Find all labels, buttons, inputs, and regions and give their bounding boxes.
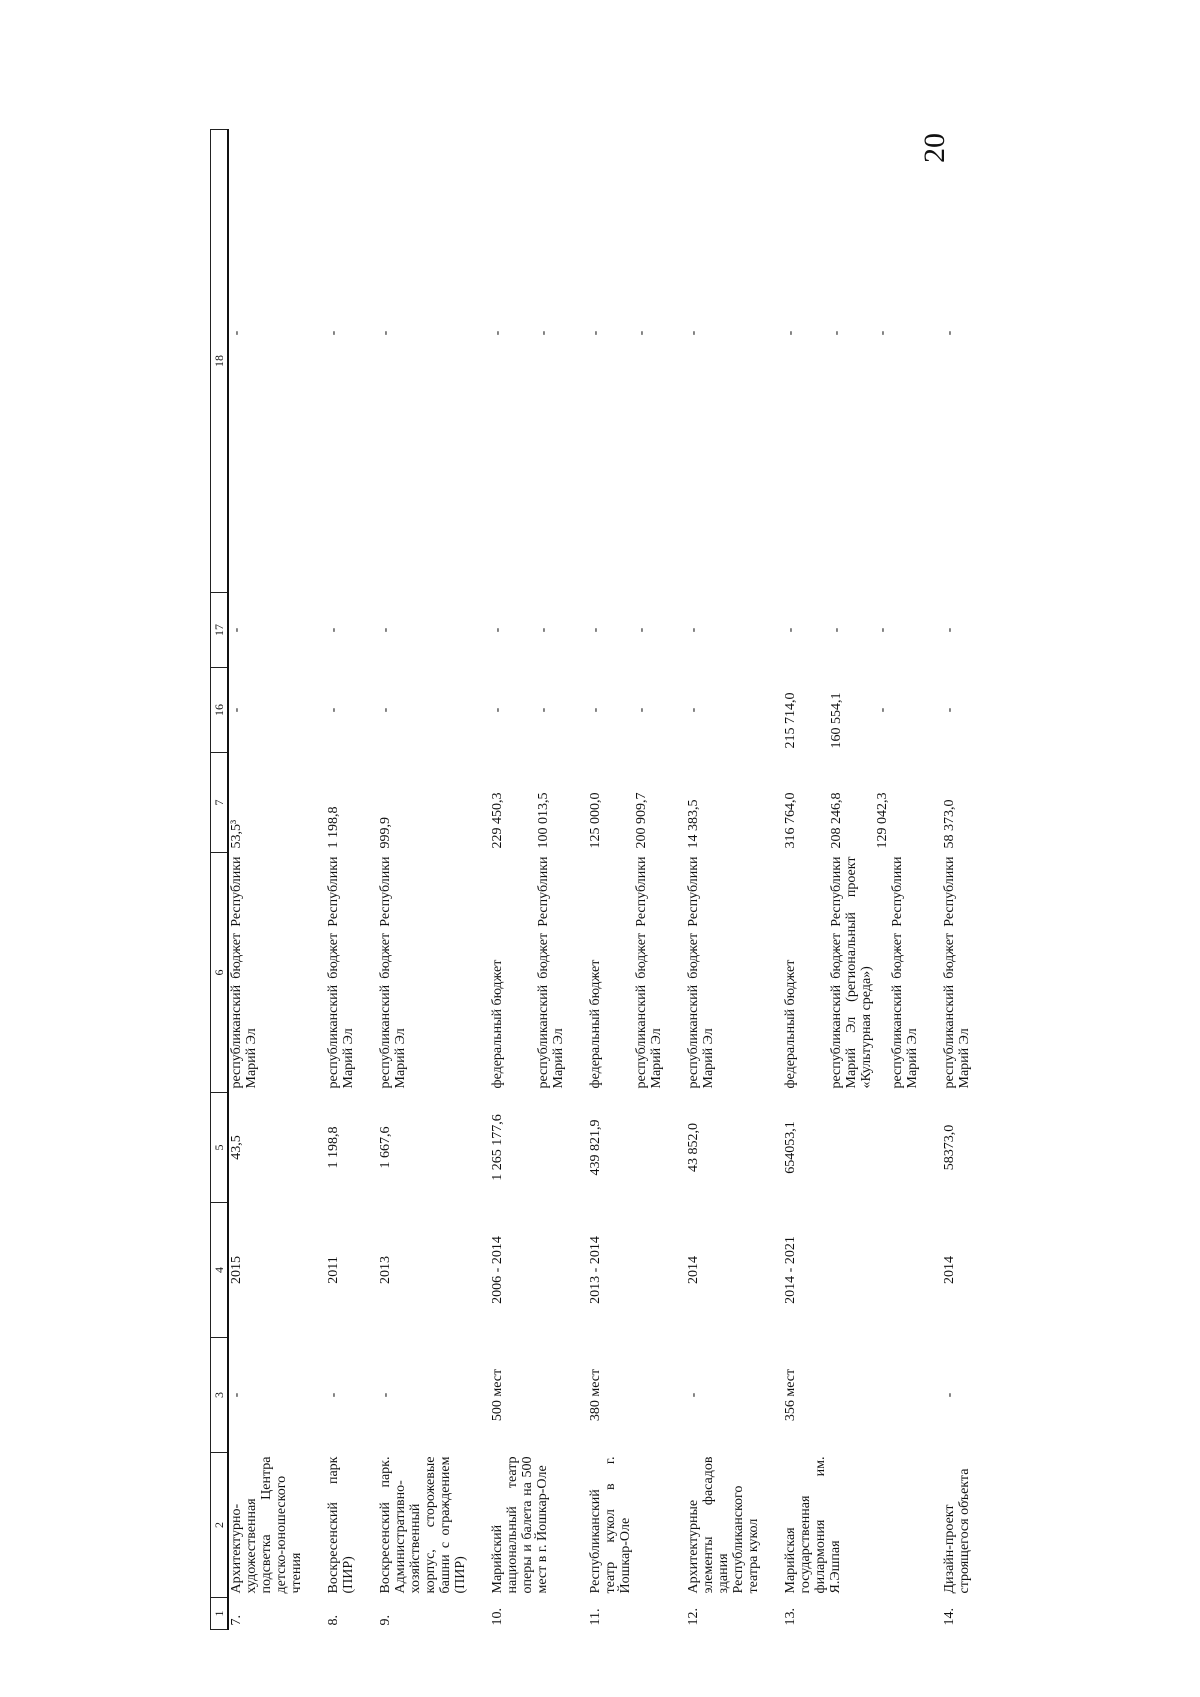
header-cell: 16 <box>211 668 229 753</box>
col18-cell <box>378 130 490 593</box>
col16-cell-entry: - <box>875 707 890 713</box>
funding-source-cell <box>228 853 326 1093</box>
capacity-cell: 380 мест <box>588 1368 603 1422</box>
col7-cell-entry: 1 198,8 <box>326 806 341 849</box>
col18-cell-entry: - <box>634 330 649 336</box>
col17-cell-entry: - <box>942 627 957 633</box>
col17-cell-entry: - <box>783 627 798 633</box>
funding-source-cell-entry: республиканский бюджет Республики Марий Эл <box>634 856 664 1089</box>
row-number: 8. <box>326 1615 341 1626</box>
col16-cell-entry: - <box>378 707 393 713</box>
col18-cell-entry: - <box>686 330 701 336</box>
header-cell: 5 <box>211 1093 229 1203</box>
col18-cell-entry: - <box>783 330 798 336</box>
col18-cell-entry: - <box>490 330 505 336</box>
funding-source-cell-entry: республиканский бюджет Республики Марий Эл <box>942 856 972 1089</box>
funding-source-cell-entry: республиканский бюджет Республики Марий Эл <box>536 856 566 1089</box>
cost-cell: 43 852,0 <box>686 1123 701 1172</box>
funding-source-cell <box>942 853 994 1093</box>
cost-cell: 654053,1 <box>783 1121 798 1174</box>
col17-cell <box>490 593 588 668</box>
object-name: Воскресенский парк (ПИР) <box>326 1456 356 1594</box>
col16-cell <box>490 668 588 753</box>
cost-cell: 1 667,6 <box>378 1126 393 1169</box>
years-cell: 2013 <box>378 1256 393 1284</box>
col16-cell-entry: - <box>536 707 551 713</box>
col16-cell-entry: - <box>588 707 603 713</box>
col17-cell-entry: - <box>536 627 551 633</box>
col7-cell <box>326 753 378 853</box>
col16-cell <box>228 668 326 753</box>
col17-cell-entry: - <box>378 627 393 633</box>
col7-cell-entry: 999,9 <box>378 817 393 849</box>
years-cell: 2014 <box>942 1256 957 1284</box>
header-cell: 18 <box>211 130 229 593</box>
table-row <box>942 130 994 1630</box>
col7-cell-entry: 229 450,3 <box>490 792 505 849</box>
funding-source-cell-entry: федеральный бюджет <box>588 959 603 1089</box>
col16-cell-entry: - <box>229 707 244 713</box>
table-row <box>686 130 783 1630</box>
col16-cell-entry: 160 554,1 <box>829 692 844 749</box>
header-cell: 4 <box>211 1203 229 1338</box>
years-cell: 2015 <box>229 1256 244 1284</box>
col18-cell-entry: - <box>829 330 844 336</box>
col17-cell-entry: - <box>686 627 701 633</box>
table-row <box>228 130 326 1630</box>
capacity-cell: 356 мест <box>783 1368 798 1422</box>
col18-cell <box>326 130 378 593</box>
col16-cell-entry: - <box>942 707 957 713</box>
header-cell: 17 <box>211 593 229 668</box>
col18-cell <box>783 130 942 593</box>
col18-cell-entry: - <box>875 330 890 336</box>
col17-cell <box>326 593 378 668</box>
col18-cell-entry: - <box>942 330 957 336</box>
object-name: Архитектурные элементы фасадов здания Республиканского театра кукол <box>686 1456 761 1594</box>
col7-cell-entry: 316 764,0 <box>783 792 798 849</box>
col17-cell <box>783 593 942 668</box>
col7-cell <box>942 753 994 853</box>
col18-cell <box>588 130 686 593</box>
header-cell: 2 <box>211 1453 229 1598</box>
col18-cell-entry: - <box>378 330 393 336</box>
col16-cell <box>942 668 994 753</box>
years-cell: 2011 <box>326 1256 341 1284</box>
years-cell: 2014 <box>686 1256 701 1284</box>
col18-cell-entry: - <box>536 330 551 336</box>
object-name: Дизайн-проект строящегося объекта <box>942 1468 972 1594</box>
funding-source-cell-entry: республиканский бюджет Республики Марий Эл <box>326 856 356 1089</box>
col17-cell-entry: - <box>829 627 844 633</box>
col7-cell-entry: 200 909,7 <box>634 792 649 849</box>
col7-cell <box>228 753 326 853</box>
col18-cell <box>942 130 994 593</box>
col17-cell <box>378 593 490 668</box>
row-number: 13. <box>783 1608 798 1626</box>
row-number: 14. <box>942 1608 957 1626</box>
header-cell: 6 <box>211 853 229 1093</box>
col16-cell-entry: - <box>326 707 341 713</box>
years-cell: 2006 - 2014 <box>490 1236 505 1304</box>
col16-cell-entry: - <box>634 707 649 713</box>
table-row <box>326 130 378 1630</box>
years-cell: 2013 - 2014 <box>588 1236 603 1304</box>
cost-cell: 439 821,9 <box>588 1119 603 1176</box>
col18-cell-entry: - <box>326 330 341 336</box>
col17-cell-entry: - <box>326 627 341 633</box>
col16-cell <box>326 668 378 753</box>
col7-cell <box>686 753 783 853</box>
funding-source-cell-entry: республиканский бюджет Республики Марий Эл <box>686 856 716 1089</box>
col7-cell <box>490 753 588 853</box>
col18-cell <box>228 130 326 593</box>
col17-cell-entry: - <box>229 627 244 633</box>
col18-cell <box>686 130 783 593</box>
capacity-cell: - <box>229 1392 244 1398</box>
header-cell: 7 <box>211 753 229 853</box>
funding-source-cell-entry: федеральный бюджет <box>783 959 798 1089</box>
table-row <box>490 130 588 1630</box>
funding-source-cell-entry: республиканский бюджет Республики Марий Эл <box>229 856 259 1089</box>
col7-cell <box>378 753 490 853</box>
header-cell: 3 <box>211 1338 229 1453</box>
cost-cell: 58373,0 <box>942 1124 957 1171</box>
cost-cell: 43,5 <box>229 1135 244 1160</box>
header-row <box>211 130 229 1630</box>
row-number: 7. <box>229 1615 244 1626</box>
table-row <box>378 130 490 1630</box>
col16-cell <box>378 668 490 753</box>
col7-cell-entry: 14 383,5 <box>686 799 701 849</box>
capacity-cell: - <box>686 1392 701 1398</box>
capacity-cell: - <box>378 1392 393 1398</box>
col17-cell-entry: - <box>875 627 890 633</box>
object-name: Марийская государственная филармония им. Я.Эшпая <box>783 1456 843 1594</box>
col16-cell <box>686 668 783 753</box>
funding-source-cell-entry: республиканский бюджет Республики Марий Эл <box>378 856 408 1089</box>
col7-cell <box>588 753 686 853</box>
col18-cell-entry: - <box>588 330 603 336</box>
funding-source-cell <box>490 853 588 1093</box>
col7-cell-entry: 58 373,0 <box>942 799 957 849</box>
capacity-cell: - <box>326 1392 341 1398</box>
row-number: 12. <box>686 1608 701 1626</box>
col18-cell <box>490 130 588 593</box>
object-name: Воскресенский парк. Административно-хозяйственный корпус, сторожевые башни с ограждением (ПИР) <box>378 1456 468 1594</box>
row-number: 10. <box>490 1608 505 1626</box>
col7-cell-entry: 208 246,8 <box>829 792 844 849</box>
table-sheet <box>210 130 970 1630</box>
funding-source-cell <box>378 853 490 1093</box>
object-name: Архитектурно-художественная подсветка Центра детско-юношеского чтения <box>229 1456 304 1594</box>
table-row <box>588 130 686 1630</box>
col7-cell-entry: 100 013,5 <box>536 792 551 849</box>
col7-cell-entry: 129 042,3 <box>875 792 890 849</box>
funding-source-cell-entry: республиканский бюджет Республики Марий Эл <box>890 856 920 1089</box>
cost-cell: 1 265 177,6 <box>490 1114 505 1181</box>
col7-cell-entry: 53,5³ <box>229 819 244 849</box>
capacity-cell: - <box>942 1392 957 1398</box>
col16-cell-entry: - <box>686 707 701 713</box>
col16-cell <box>783 668 942 753</box>
col17-cell <box>588 593 686 668</box>
header-cell: 1 <box>211 1598 229 1630</box>
object-name: Республиканский театр кукол в г. Йошкар-Оле <box>588 1456 633 1594</box>
col17-cell-entry: - <box>634 627 649 633</box>
years-cell: 2014 - 2021 <box>783 1236 798 1304</box>
col18-cell-entry: - <box>229 330 244 336</box>
row-number: 11. <box>588 1608 603 1626</box>
funding-source-cell-entry: федеральный бюджет <box>490 959 505 1089</box>
object-name: Марийский национальный театр оперы и балета на 500 мест в г. Йошкар-Оле <box>490 1456 550 1594</box>
funding-source-cell <box>588 853 686 1093</box>
funding-source-cell <box>783 853 942 1093</box>
budget-table <box>210 129 994 1630</box>
col17-cell <box>942 593 994 668</box>
col17-cell-entry: - <box>490 627 505 633</box>
cost-cell: 1 198,8 <box>326 1126 341 1169</box>
row-number: 9. <box>378 1615 393 1626</box>
capacity-cell: 500 мест <box>490 1368 505 1422</box>
table-row <box>783 130 942 1630</box>
col17-cell <box>686 593 783 668</box>
funding-source-cell-entry: республиканский бюджет Республики Марий Эл (региональный проект «Культурная среда») <box>829 856 874 1089</box>
page-number: 20 <box>918 133 951 163</box>
col16-cell-entry: 215 714,0 <box>783 692 798 749</box>
col7-cell-entry: 125 000,0 <box>588 792 603 849</box>
col17-cell-entry: - <box>588 627 603 633</box>
funding-source-cell <box>326 853 378 1093</box>
col16-cell <box>588 668 686 753</box>
col7-cell <box>783 753 942 853</box>
funding-source-cell <box>686 853 783 1093</box>
col16-cell-entry: - <box>490 707 505 713</box>
col17-cell <box>228 593 326 668</box>
